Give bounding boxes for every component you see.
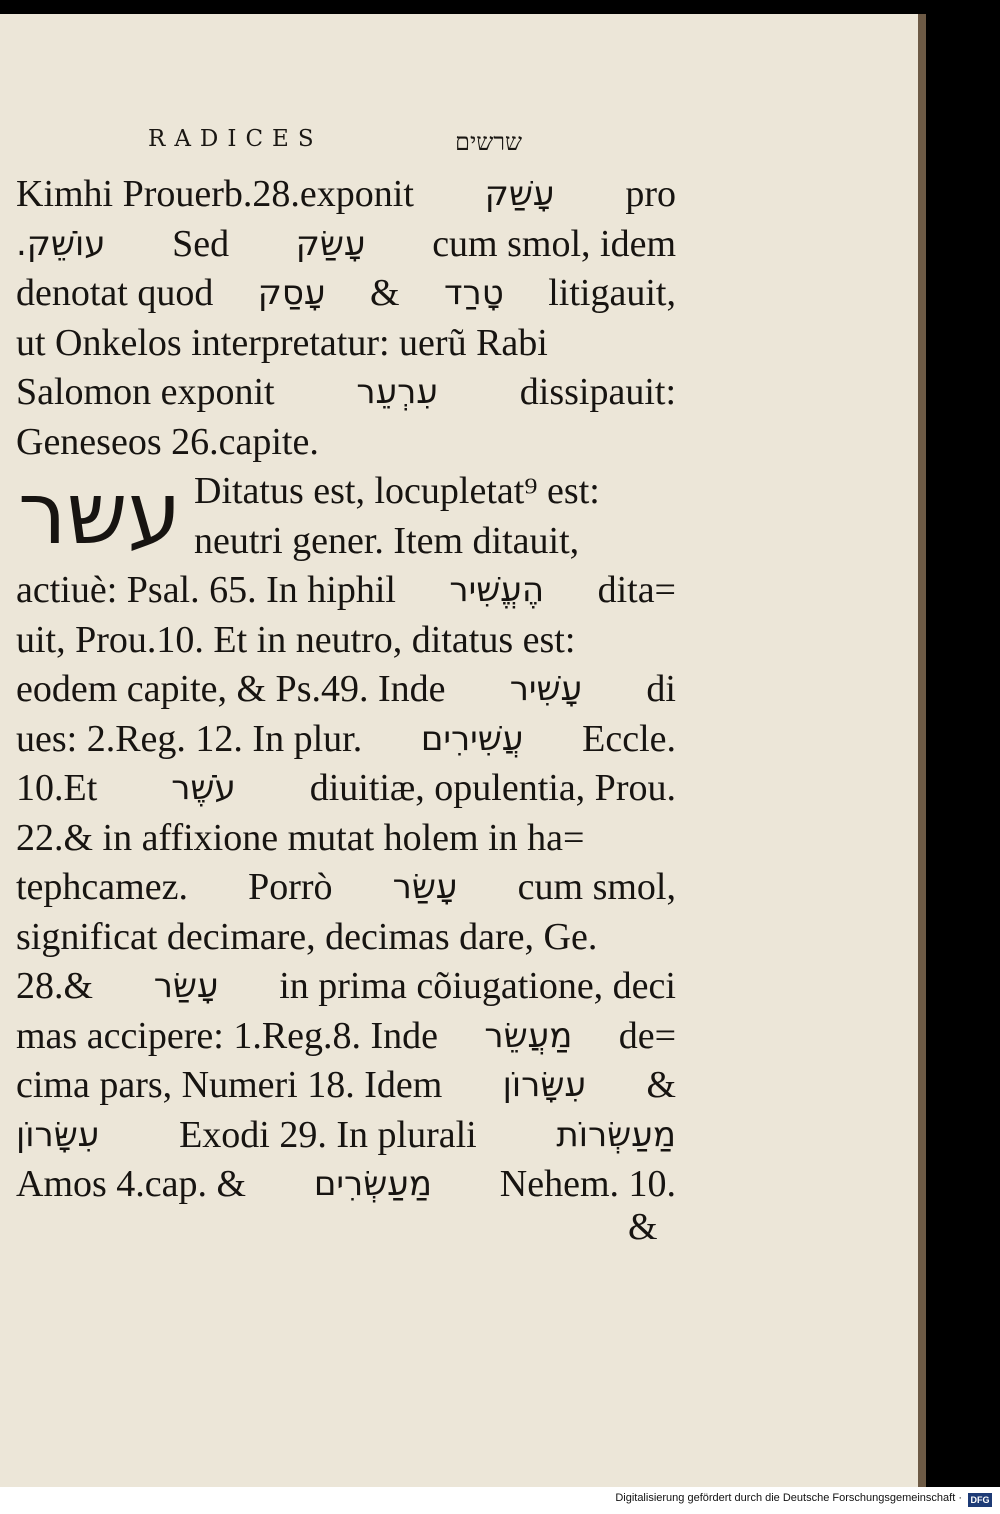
latin-text: denotat quod: [16, 272, 214, 314]
latin-text: pro: [625, 173, 676, 215]
latin-text: Geneseos 26.capite.: [16, 420, 319, 463]
text-line: [16, 220, 676, 270]
latin-text: &: [646, 1064, 676, 1106]
hebrew-word: עָשַׂר: [392, 867, 458, 907]
hebrew-word: עִרְעֵר: [356, 372, 438, 412]
text-line: [16, 863, 676, 913]
latin-text: significat decimare, decimas dare, Ge.: [16, 915, 598, 958]
text-line: [16, 913, 676, 963]
text-line: [16, 764, 676, 814]
latin-text: Eccle.: [582, 717, 676, 760]
text-line: [16, 319, 676, 369]
text-line: [16, 1160, 676, 1210]
latin-text: ut Onkelos interpretatur: uerũ Rabi: [16, 321, 548, 364]
latin-text: tephcamez.: [16, 866, 188, 908]
text-line: [16, 665, 676, 715]
hebrew-word: עֹשֶׁר: [171, 768, 236, 808]
text-line: [16, 814, 676, 864]
footer-bar: [0, 1487, 1000, 1514]
latin-text: in prima cõiugatione, deci: [279, 965, 676, 1007]
latin-text: Amos 4.cap. &: [16, 1163, 247, 1205]
drop-word-hebrew: עשר: [18, 464, 182, 564]
text-line: [16, 1111, 676, 1161]
text-line: [16, 1061, 676, 1111]
page-body: [16, 170, 676, 1210]
latin-text: Sed: [172, 222, 230, 265]
latin-text: Exodi 29. In plurali: [179, 1113, 477, 1156]
hebrew-word: מַעַשְׂרִים: [313, 1164, 432, 1204]
latin-text: 28.&: [16, 965, 94, 1007]
text-line: [16, 566, 676, 616]
latin-text: Salomon exponit: [16, 371, 275, 413]
latin-text: dita=: [597, 569, 676, 611]
latin-text: dissipauit:: [519, 371, 676, 413]
text-line: [16, 616, 676, 666]
latin-text: eodem capite, & Ps.49. Inde: [16, 668, 446, 710]
hebrew-word: עָסַק: [257, 273, 326, 313]
latin-text: actiuè: Psal. 65. In hiphil: [16, 569, 396, 611]
hebrew-word: עוֹשֵׁק.: [16, 223, 106, 264]
latin-text: diuitiæ, opulentia, Prou.: [309, 767, 676, 809]
latin-text: cima pars, Numeri 18. Idem: [16, 1064, 443, 1106]
hebrew-word: עֲשִׁירִים: [420, 718, 524, 759]
running-head-latin: RADICES: [148, 126, 323, 152]
text-line: [16, 517, 676, 567]
latin-text: litigauit,: [548, 272, 676, 314]
footer-credit: Digitalisierung gefördert durch die Deutsche Forschungsgemeinschaft ·: [615, 1492, 962, 1504]
text-line: [16, 418, 676, 468]
text-line: [16, 170, 676, 220]
latin-text: cum smol, idem: [432, 222, 676, 265]
hebrew-word: הֶעֱשִׁיר: [449, 570, 545, 610]
hebrew-word: עָשִׁיר: [509, 669, 583, 709]
latin-text: Kimhi Prouerb.28.exponit: [16, 173, 414, 215]
hebrew-word: עִשָּׂרוֹן: [16, 1114, 100, 1155]
hebrew-word: עָשַׂר: [153, 966, 219, 1006]
text-line: [16, 368, 676, 418]
running-head-hebrew: שרשים: [455, 128, 523, 156]
hebrew-word: מַעֲשֵׂר: [484, 1015, 573, 1056]
latin-text: mas accipere: 1.Reg.8. Inde: [16, 1014, 439, 1057]
hebrew-word: עָשַׂק: [295, 223, 366, 264]
hebrew-word: מַעַשְׂרוֹת: [556, 1114, 676, 1155]
hebrew-word: טָרַד: [444, 273, 504, 313]
text-line: [16, 467, 676, 517]
hebrew-word: עִשָּׂרוֹן: [502, 1065, 587, 1105]
latin-text: de=: [618, 1014, 676, 1057]
latin-text: Ditatus est, locupletat⁹ est:: [194, 470, 600, 512]
text-line: [16, 715, 676, 765]
latin-text: ues: 2.Reg. 12. In plur.: [16, 717, 363, 760]
catchword: &: [628, 1206, 658, 1248]
latin-text: Porrò: [248, 866, 333, 908]
text-line: [16, 269, 676, 319]
latin-text: 22.& in affixione mutat holem in ha=: [16, 816, 585, 859]
latin-text: 10.Et: [16, 767, 98, 809]
latin-text: Nehem. 10.: [499, 1163, 676, 1205]
text-line: [16, 962, 676, 1012]
latin-text: cum smol,: [517, 866, 676, 908]
dfg-logo: DFG: [968, 1493, 992, 1507]
latin-text: &: [370, 272, 400, 314]
latin-text: neutri gener. Item ditauit,: [194, 519, 580, 562]
text-line: [16, 1012, 676, 1062]
latin-text: uit, Prou.10. Et in neutro, ditatus est:: [16, 618, 576, 661]
hebrew-word: עָשַׁק: [484, 174, 555, 214]
latin-text: di: [646, 668, 676, 710]
